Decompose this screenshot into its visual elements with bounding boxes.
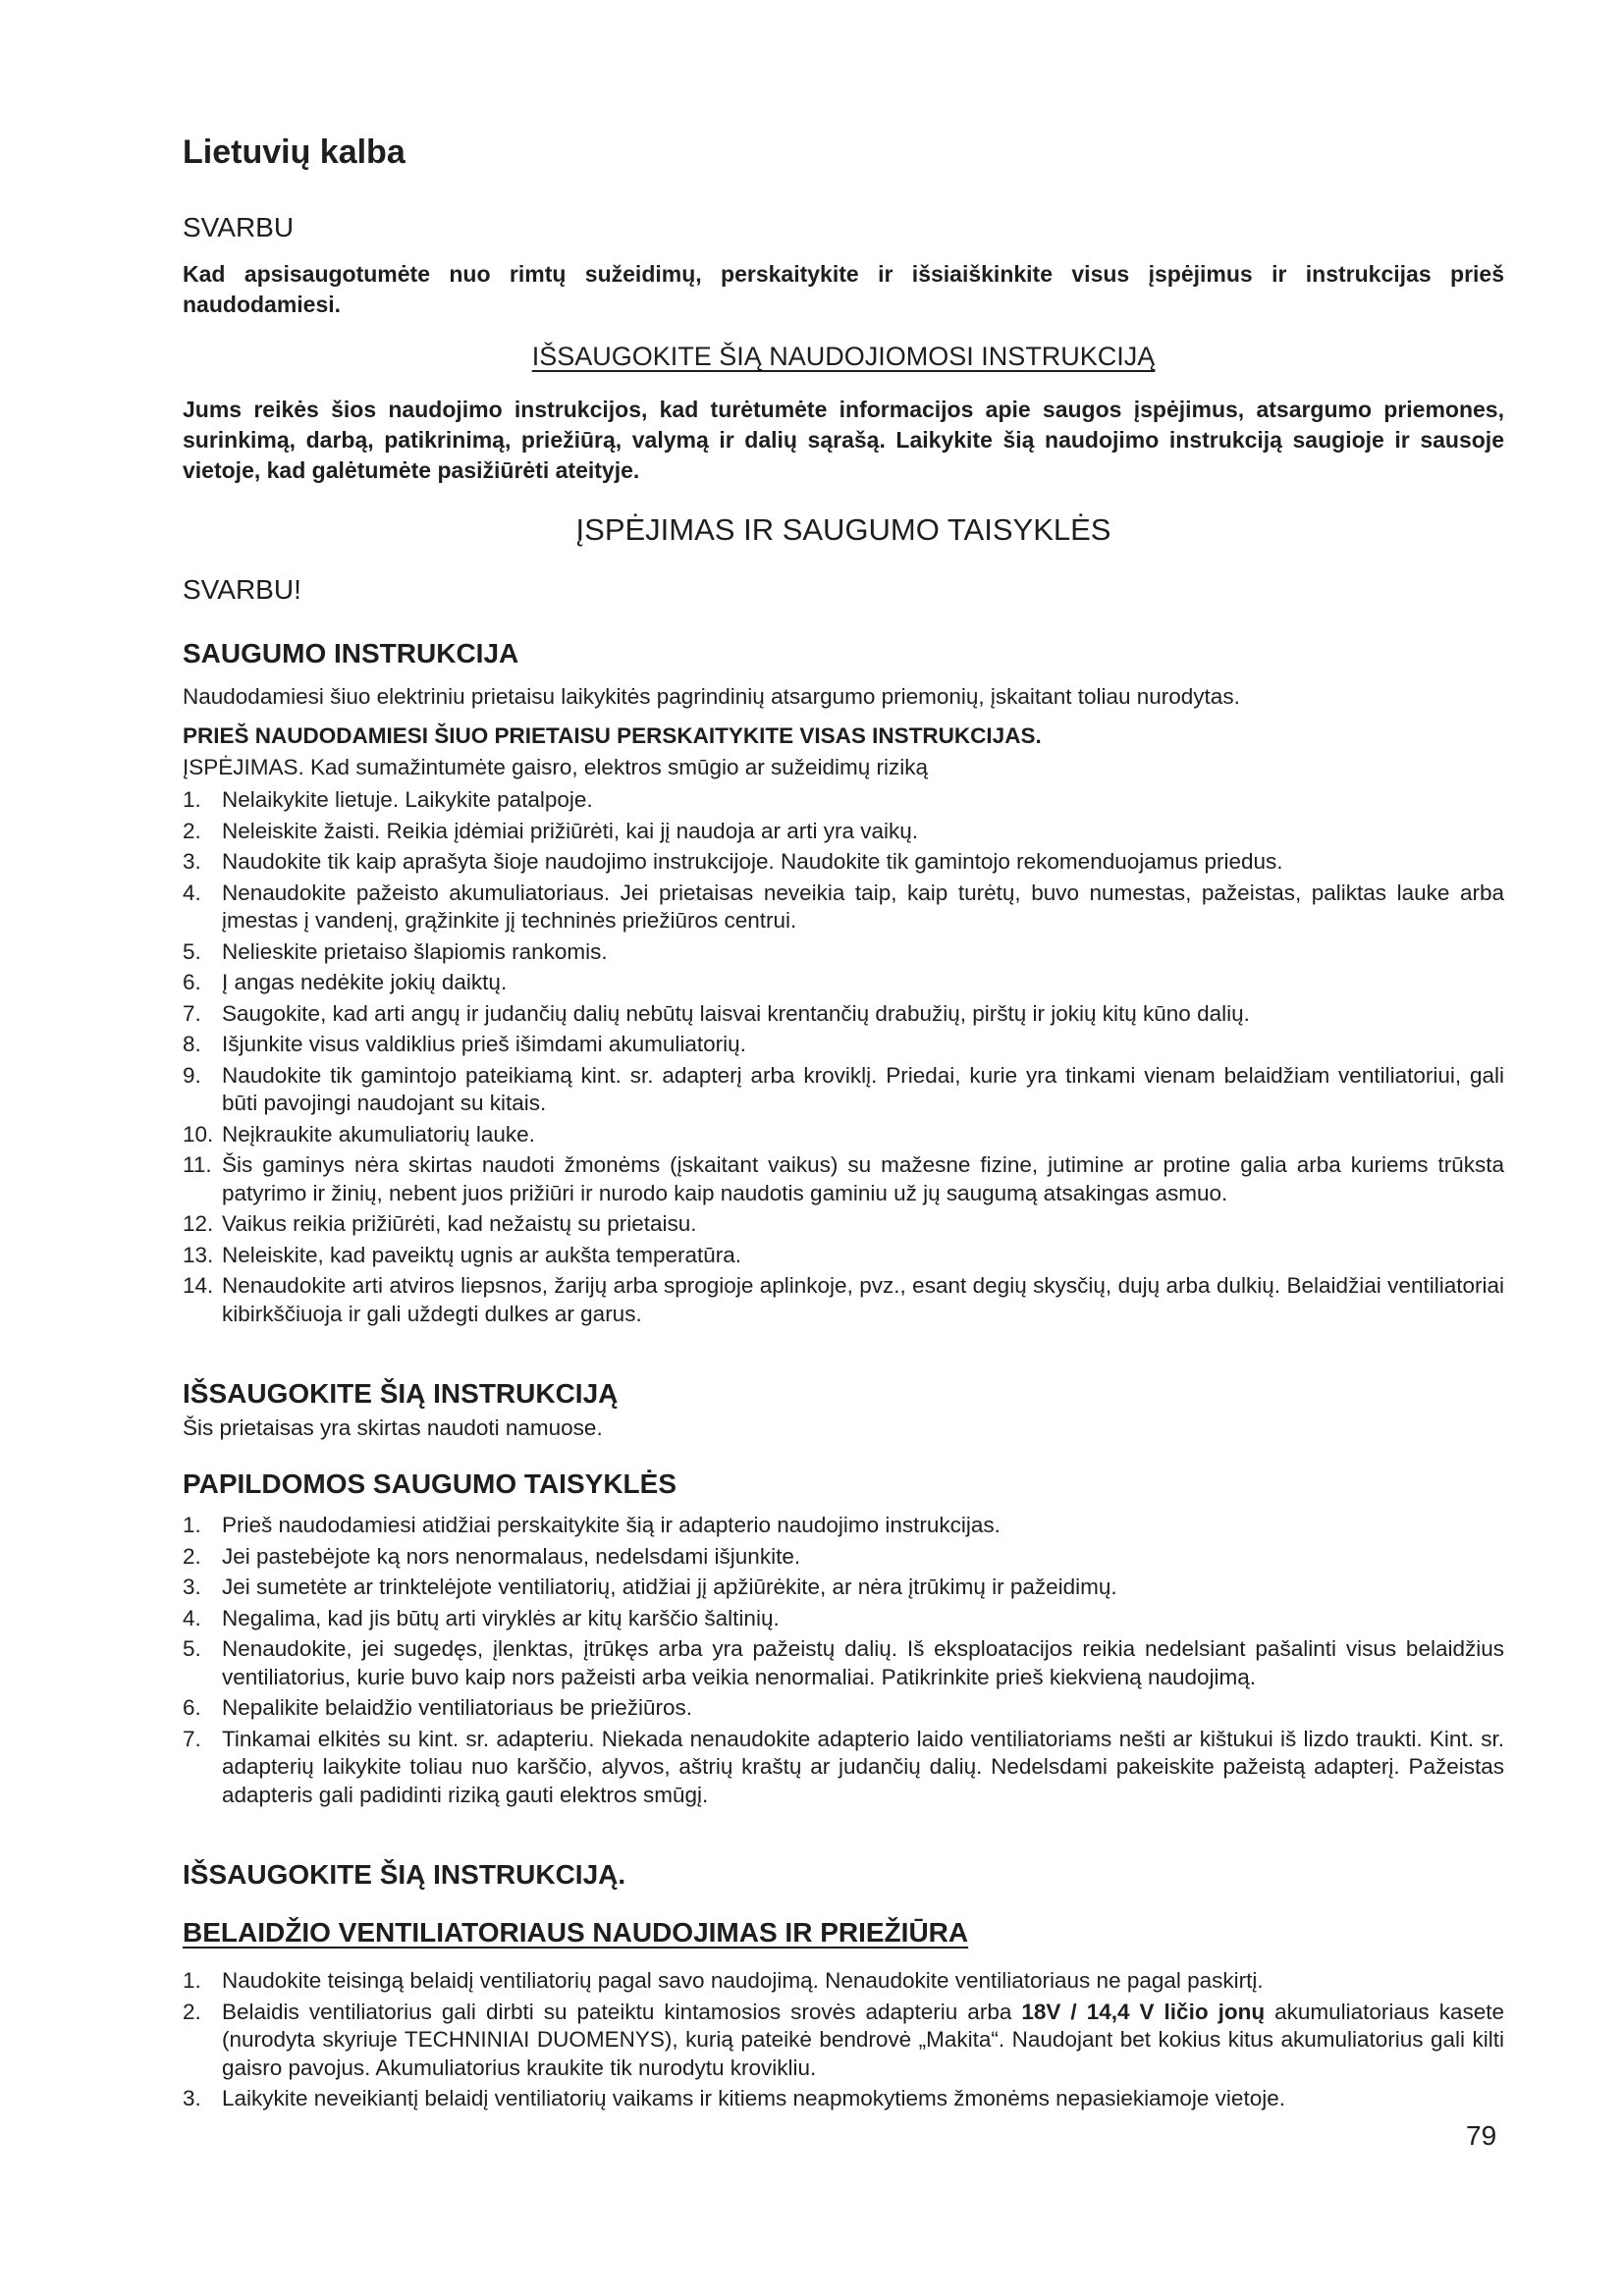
warning-line: ĮSPĖJIMAS. Kad sumažintumėte gaisro, elektros smūgio ar sužeidimų riziką: [183, 755, 929, 779]
usage-list: [183, 1967, 1504, 2116]
list-item: 4. Nenaudokite pažeisto akumuliatoriaus. Jei prietaisas neveikia taip, kaip turėtų, buvo numestas, pažeistas, paliktas lauke arba įmestas į vandenį, grąžinkite jį techninės priežiūros centrui.: [183, 880, 1504, 933]
keep-manual-heading-text: IŠSAUGOKITE ŠIĄ NAUDOJIOMOSI INSTRUKCIJĄ: [531, 342, 1156, 371]
home-use-text: Šis prietaisas yra skirtas naudoti namuose.: [183, 1415, 603, 1440]
battery-spec: 18V / 14,4 V ličio jonų: [1021, 1999, 1266, 2024]
list-item: 3. Jei sumetėte ar trinktelėjote ventiliatorių, atidžiai jį apžiūrėkite, ar nėra įtrūkimų ir pažeidimų.: [183, 1575, 1117, 1599]
list-item: 13. Neleiskite, kad paveiktų ugnis ar aukšta temperatūra.: [183, 1242, 742, 1267]
safety-intro: Naudodamiesi šiuo elektriniu prietaisu laikykitės pagrindinių atsargumo priemonių, įskaitant toliau nurodytas.: [183, 684, 1240, 709]
save-instructions-heading: IŠSAUGOKITE ŠIĄ INSTRUKCIJĄ: [183, 1378, 619, 1409]
keep-manual-text: Jums reikės šios naudojimo instrukcijos, kad turėtumėte informacijos apie saugos įspėjimus, atsargumo priemones, surinkimą, darbą, patikrinimą, priežiūrą, valymą ir dalių sąrašą. Laikykite šią naudojimo instrukciją saugioje ir sausoje vietoje, kad galėtumėte pasižiūrėti ateityje.: [183, 397, 1504, 483]
list-item: 6. Į angas nedėkite jokių daiktų.: [183, 970, 508, 994]
list-item: 7. Tinkamai elkitės su kint. sr. adapteriu. Niekada nenaudokite adapterio laido ventiliatoriams nešti ar kištukui iš lizdo traukti. Kint. sr. adapterių laikykite toliau nuo karščio, alyvos, aštrių kraštų ar judančių dalių. Nedelsdami pakeiskite pažeistą adapterį. Pažeistas adapteris gali padidinti riziką gauti elektros smūgį.: [183, 1726, 1504, 1807]
list-item: 1. Prieš naudodamiesi atidžiai perskaitykite šią ir adapterio naudojimo instrukcijas.: [183, 1513, 1001, 1537]
list-item: 1. Naudokite teisingą belaidį ventiliatorių pagal savo naudojimą. Nenaudokite ventiliatoriaus ne pagal paskirtį.: [183, 1968, 1264, 1993]
svarbu2-heading: SVARBU!: [183, 574, 301, 605]
list-item: 2. Neleiskite žaisti. Reikia įdėmiai prižiūrėti, kai jį naudoja ar arti yra vaikų.: [183, 818, 919, 843]
list-item: 7. Saugokite, kad arti angų ir judančių dalių nebūtų laisvai krentančių drabužių, pirštų ir jokių kitų kūno dalių.: [183, 1000, 1250, 1026]
list-item: 1. Nelaikykite lietuje. Laikykite patalpoje.: [183, 787, 593, 812]
list-item: 8. Išjunkite visus valdiklius prieš išimdami akumuliatorių.: [183, 1032, 746, 1056]
save-instructions-heading-2: IŠSAUGOKITE ŠIĄ INSTRUKCIJĄ.: [183, 1859, 626, 1890]
page-number: 79: [1466, 2120, 1497, 2151]
list-item: 14. Nenaudokite arti atviros liepsnos, žarijų arba sprogioje aplinkoje, pvz., esant degių skysčių, dujų arba dulkių. Belaidžiai ventiliatoriai kibirkščiuoja ir gali uždegti dulkes ar garus.: [183, 1273, 1504, 1326]
svarbu-text: Kad apsisaugotumėte nuo rimtų sužeidimų, perskaitykite ir išsiaiškinkite visus įspėjimus ir instrukcijas prieš naudodamiesi.: [183, 261, 1504, 317]
list-item: 5. Nelieskite prietaiso šlapiomis rankomis.: [183, 938, 608, 964]
list-item: 2. Belaidis ventiliatorius gali dirbti su pateiktu kintamosios srovės adapteriu arba 18V / 14,4 V ličio jonų akumuliatoriaus kasete (nurodyta skyriuje TECHNINIAI DUOMENYS), kurią pateikė bendrovė „Makita“. Naudojant bet kokius kitus akumuliatorius gali kilti gaisro pavojus. Akumuliatorius kraukite tik nurodytu krovikliu.: [183, 1999, 1504, 2080]
list-item: 9. Naudokite tik gamintojo pateikiamą kint. sr. adapterį arba kroviklį. Priedai, kurie yra tinkami vienam belaidžiam ventiliatoriui, gali būti pavojingi naudojant su kitais.: [183, 1062, 1504, 1115]
warning-section-heading: ĮSPĖJIMAS IR SAUGUMO TAISYKLĖS: [575, 512, 1111, 547]
list-item: 5. Nenaudokite, jei sugedęs, įlenktas, įtrūkęs arba yra pažeistų dalių. Iš eksploatacijos reikia nedelsiant pašalinti visus belaidžius ventiliatorius, kurie buvo kaip nors pažeisti arba veikia nenormaliai. Patikrinkite prieš kiekvieną naudojimą.: [183, 1636, 1504, 1689]
additional-rules-list: [183, 1512, 1504, 1812]
usage-heading-text: BELAIDŽIO VENTILIATORIAUS NAUDOJIMAS IR PRIEŽIŪRA: [183, 1917, 969, 1948]
safety-list: [183, 786, 1504, 1331]
read-all-instructions: PRIEŠ NAUDODAMIESI ŠIUO PRIETAISU PERSKAITYKITE VISAS INSTRUKCIJAS.: [183, 723, 1042, 748]
list-item: 4. Negalima, kad jis būtų arti viryklės ar kitų karščio šaltinių.: [183, 1605, 780, 1630]
list-item: 3. Laikykite neveikiantį belaidį ventiliatorių vaikams ir kitiems neapmokytiems žmonėms nepasiekiamoje vietoje.: [183, 2086, 1285, 2110]
additional-rules-heading: PAPILDOMOS SAUGUMO TAISYKLĖS: [183, 1468, 677, 1499]
list-item: 2. Jei pastebėjote ką nors nenormalaus, nedelsdami išjunkite.: [183, 1543, 801, 1569]
list-item: 6. Nepalikite belaidžio ventiliatoriaus be priežiūros.: [183, 1695, 693, 1720]
safety-heading: SAUGUMO INSTRUKCIJA: [183, 638, 519, 668]
usage-heading: [183, 1917, 968, 1949]
list-item: 10. Neįkraukite akumuliatorių lauke.: [183, 1121, 535, 1147]
svarbu-heading: SVARBU: [183, 212, 295, 242]
list-item: 12. Vaikus reikia prižiūrėti, kad nežaistų su prietaisu.: [183, 1211, 697, 1236]
list-item: 3. Naudokite tik kaip aprašyta šioje naudojimo instrukcijoje. Naudokite tik gamintojo rekomenduojamus priedus.: [183, 849, 1283, 874]
keep-manual-heading: [183, 342, 1504, 372]
list-item: 11. Šis gaminys nėra skirtas naudoti žmonėms (įskaitant vaikus) su mažesne fizine, jutimine ar protine galia arba kuriems trūksta patyrimo ir žinių, nebent juos prižiūri ir nurodo kaip naudotis gaminiu už jų saugumą atsakingas asmuo.: [183, 1152, 1504, 1205]
language-title: Lietuvių kalba: [183, 133, 406, 171]
